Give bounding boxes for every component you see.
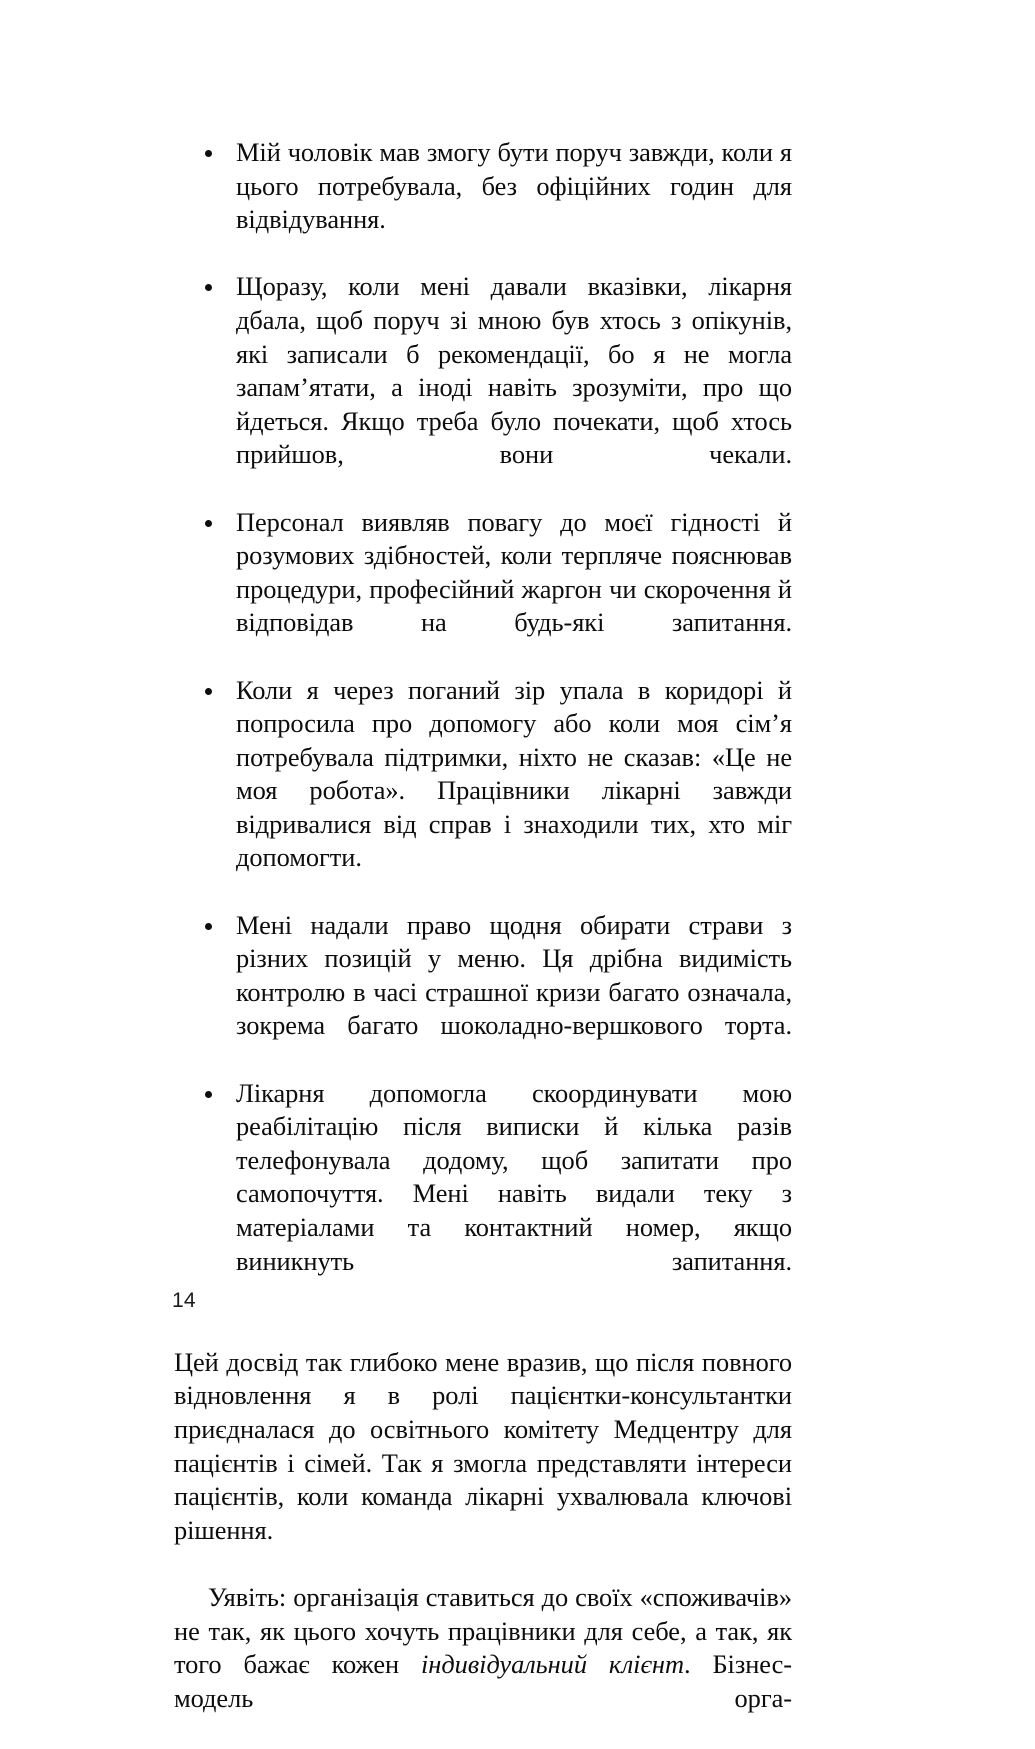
body-paragraph-indented [174,1581,792,1749]
list-item [174,136,792,270]
paragraph-segment-tail: . Бізнес-модель орга- [174,1649,793,1713]
list-item-text: Коли я через поганий зір упала в коридорі й попросила про допомогу або коли моя сім’я потребувала підтримки, ніхто не сказав: «Це не моя робота». Працівники лікарні завжди відривалися від справ і знаходили тих, хто міг допомогти. [236,674,792,873]
paragraph-spacer [174,1312,792,1346]
paragraph-segment-text: Уявіть: організація ставиться до своїх «споживачів» не так, як цього хочуть працівники для себе, а так, як того бажає кожен [174,1581,792,1680]
list-item [174,909,792,1077]
list-item-text: Мій чоловік мав змогу бути поруч завжди, коли я цього потребувала, без офіційних годин для відвідування. [236,137,792,235]
list-item-text: Щоразу, коли мені давали вказівки, лікарня дбала, щоб поруч зі мною був хтось з опікунів, які записали б рекомендації, бо я не могла запам’ятати, а іноді навіть зрозуміти, про що йдеться. Якщо треба було почекати, щоб хтось прийшов, вони чекали. [236,271,792,470]
page-content [174,136,792,1749]
paragraph-segment-emphasis: індивідуальний клієнт [421,1649,684,1680]
bullet-dot-icon [205,1091,212,1098]
bullet-dot-icon [205,520,212,527]
bullet-dot-icon [205,284,212,291]
list-item [174,674,792,909]
bullet-dot-icon [205,688,212,695]
list-item [174,270,792,505]
bullet-dot-icon [205,150,212,157]
page-number: 14 [172,1289,196,1312]
body-paragraph: Цей досвід так глибоко мене вразив, що після повного відновлення я в ролі пацієнтки-консультантки приєдналася до освітнього комітету Медцентру для пацієнтів і сімей. Так я змогла представляти інтереси пацієнтів, коли команда лікарні ухвалювала ключові рішення. [174,1346,792,1545]
bullet-dot-icon [205,923,212,930]
list-item-text: Мені надали право щодня обирати страви з різних позицій у меню. Ця дрібна видимість контролю в часі страшної кризи багато означала, зокрема багато шоколадно-вершкового торта. [236,909,792,1041]
list-item [174,506,792,674]
bulleted-list [174,136,792,1312]
list-item [174,1077,792,1312]
list-item-text: Лікарня допомогла скоординувати мою реабілітацію після виписки й кілька разів телефонувала додому, щоб запитати про самопочуття. Мені навіть видали теку з матеріалами та контактний номер, якщо виникнуть запитання. [236,1077,792,1276]
list-item-text: Персонал виявляв повагу до моєї гідності й розумових здібностей, коли терпляче пояснював процедури, професійний жаргон чи скорочення й відповідав на будь-які запитання. [236,506,792,638]
